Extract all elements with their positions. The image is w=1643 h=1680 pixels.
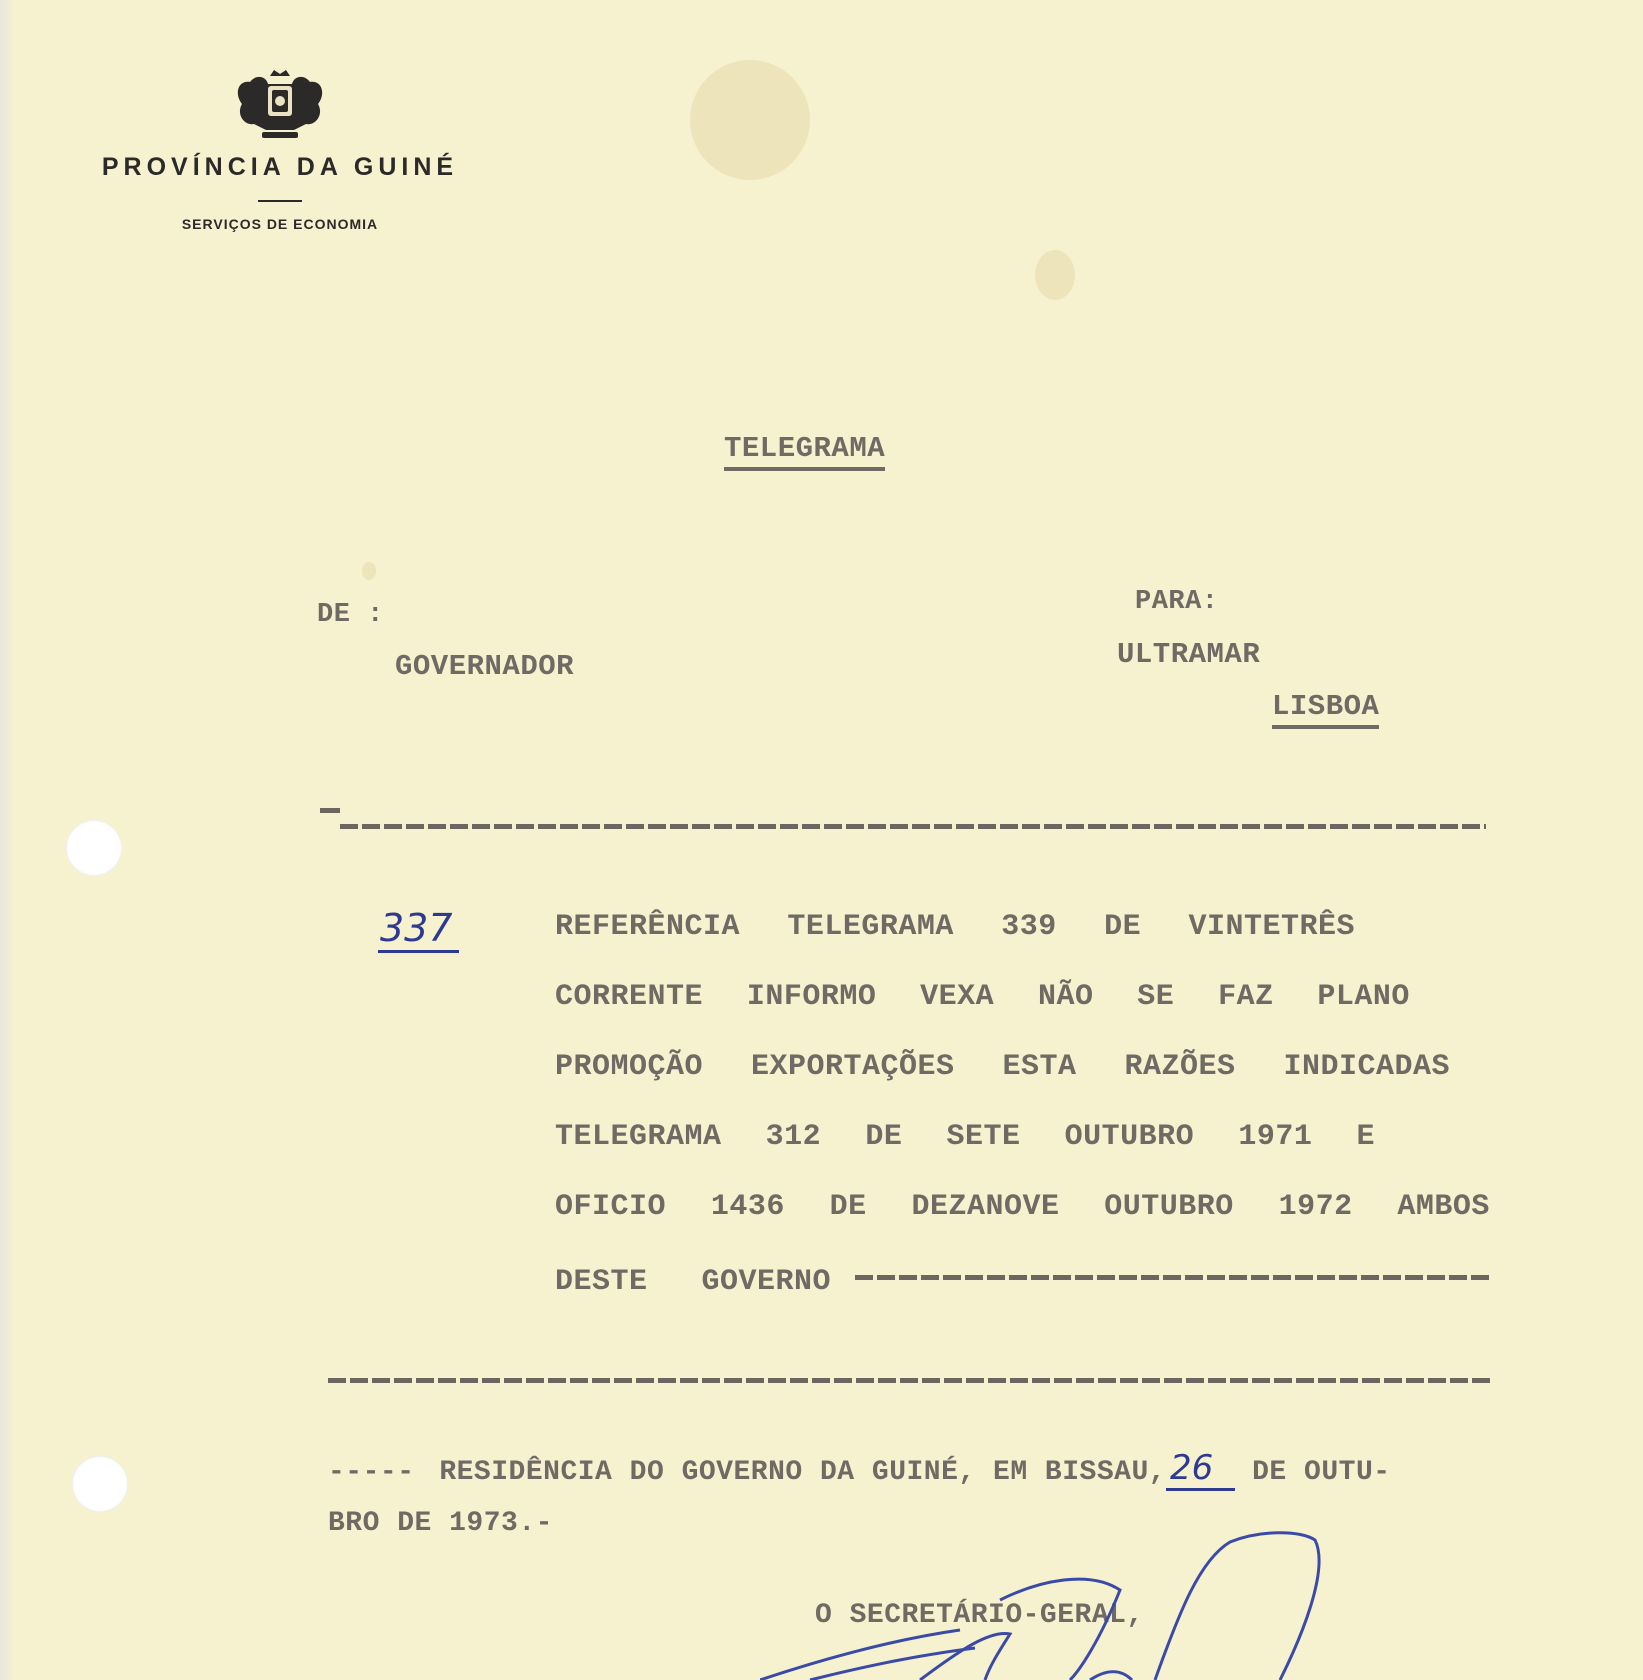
to-line-2: LISBOA	[1272, 690, 1379, 729]
message-end-dashes	[855, 1275, 1491, 1280]
message-word: E	[1356, 1120, 1375, 1154]
letterhead-divider	[258, 200, 302, 202]
paper-stain	[690, 60, 810, 180]
message-word: INDICADAS	[1283, 1050, 1450, 1084]
message-word: NÃO	[1037, 980, 1094, 1014]
message-word: 1972	[1278, 1190, 1353, 1224]
message-word: EXPORTAÇÕES	[750, 1050, 955, 1084]
province-title: PROVÍNCIA DA GUINÉ	[101, 153, 459, 181]
message-word: VEXA	[920, 980, 995, 1014]
message-word: FAZ	[1218, 980, 1274, 1014]
message-word: 312	[765, 1120, 822, 1154]
closing-line-2: BRO DE 1973.-	[328, 1508, 553, 1539]
message-word: AMBOS	[1397, 1190, 1490, 1224]
separator-line	[328, 1378, 1493, 1383]
message-word: GOVERNO	[701, 1265, 832, 1299]
message-word: INFORMO	[746, 980, 877, 1014]
paper-stain	[362, 562, 376, 580]
document-heading: TELEGRAMA	[724, 432, 885, 471]
signatory-title: O SECRETÁRIO-GERAL,	[815, 1600, 1144, 1631]
from-value: GOVERNADOR	[395, 650, 575, 683]
department-subtitle: SERVIÇOS DE ECONOMIA	[181, 216, 379, 232]
message-word: DEZANOVE	[911, 1190, 1060, 1224]
from-label: DE :	[317, 600, 384, 630]
page-edge	[0, 0, 14, 1680]
message-word: DE	[1104, 910, 1142, 944]
closing-lead-dashes: -----	[328, 1457, 415, 1488]
message-word: VINTETRÊS	[1188, 910, 1355, 944]
message-word: SE	[1137, 980, 1175, 1014]
message-word: PLANO	[1317, 980, 1410, 1014]
separator-lead-dash	[320, 808, 340, 813]
message-line	[555, 1120, 1375, 1154]
message-word: SETE	[946, 1120, 1021, 1154]
message-line	[555, 910, 1355, 944]
message-word: OUTUBRO	[1104, 1190, 1234, 1224]
closing-place: RESIDÊNCIA DO GOVERNO DA GUINÉ, EM BISSAU,	[439, 1457, 1167, 1488]
message-word: OFICIO	[555, 1190, 667, 1224]
message-word: ESTA	[1002, 1050, 1077, 1084]
punch-hole-top	[66, 820, 122, 876]
paper-stain	[1035, 250, 1075, 300]
handwritten-day: 26	[1166, 1448, 1235, 1491]
separator-line	[340, 824, 1486, 829]
message-word: PROMOÇÃO	[555, 1050, 704, 1084]
letterhead	[70, 70, 490, 232]
message-word: DE	[865, 1120, 903, 1154]
message-word: REFERÊNCIA	[555, 910, 741, 944]
message-word: TELEGRAMA	[555, 1120, 722, 1154]
message-word: 339	[1001, 910, 1057, 944]
message-word: 1971	[1238, 1120, 1313, 1154]
message-line	[555, 1050, 1450, 1084]
message-word: OUTUBRO	[1064, 1120, 1195, 1154]
closing-line-1	[328, 1448, 1391, 1488]
punch-hole-bottom	[72, 1456, 128, 1512]
message-word: DE	[829, 1190, 867, 1224]
message-line	[555, 1265, 831, 1299]
coat-of-arms-icon	[232, 70, 328, 142]
to-label: PARA:	[1135, 587, 1219, 617]
signature-icon	[760, 1530, 1360, 1680]
to-line-1: ULTRAMAR	[1117, 638, 1261, 671]
message-line	[555, 1190, 1490, 1224]
message-word: RAZÕES	[1124, 1050, 1236, 1084]
message-word: DESTE	[555, 1265, 648, 1299]
handwritten-telegram-number: 337	[378, 906, 459, 953]
message-word: TELEGRAMA	[787, 910, 954, 944]
message-word: CORRENTE	[555, 980, 704, 1014]
message-word: 1436	[710, 1190, 785, 1224]
closing-month: DE OUTU-	[1252, 1457, 1391, 1488]
message-line	[555, 980, 1410, 1014]
